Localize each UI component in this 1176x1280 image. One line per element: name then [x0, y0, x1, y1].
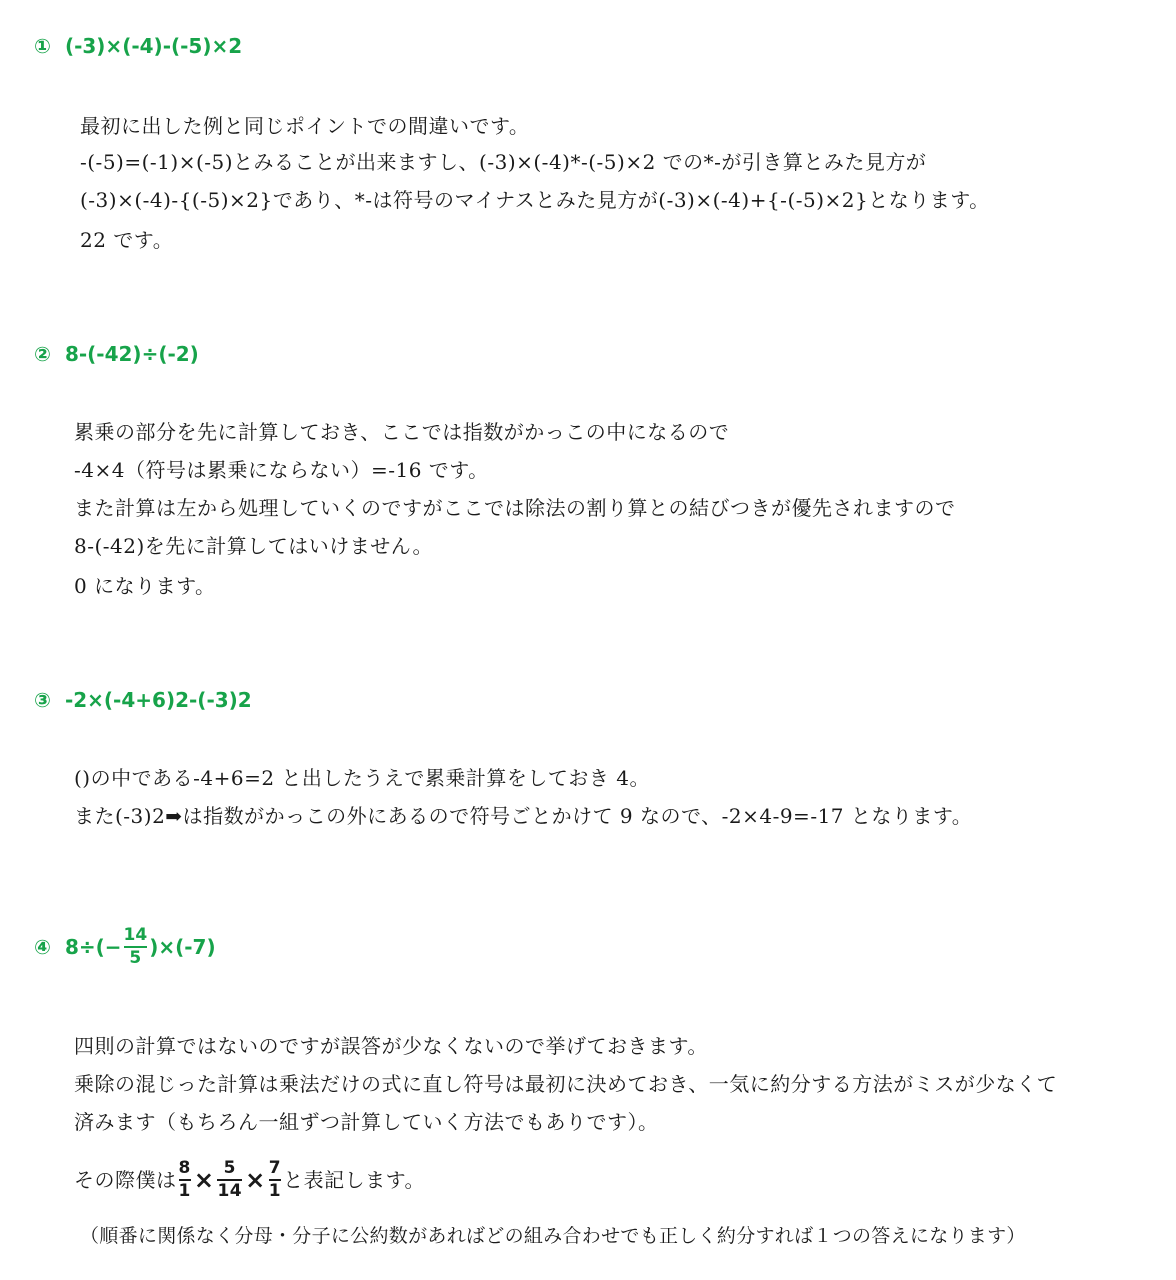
explanation-line: ()の中である-4+6=2 と出したうえで累乗計算をしておき 4。: [74, 766, 650, 790]
problem-expression-prefix: 8÷(−: [64, 935, 122, 959]
fraction-denominator: 14: [217, 1181, 243, 1201]
explanation-line: 最初に出した例と同じポイントでの間違いです。: [80, 114, 530, 138]
note-line: （順番に関係なく分母・分子に公約数があればどの組み合わせでも正しく約分すれば１つの答えになります）: [80, 1225, 1026, 1247]
explanation-line: 0 になります。: [74, 574, 216, 598]
fraction-1: [179, 1159, 191, 1201]
expression-line: [74, 1158, 425, 1202]
problem-heading-2: [34, 342, 199, 366]
fraction-denominator: 5: [129, 948, 142, 968]
problem-number: ①: [34, 34, 51, 58]
problem-expression: (-3)×(-4)-(-5)×2: [64, 34, 243, 58]
explanation-line: 累乗の部分を先に計算しておき、ここでは指数がかっこの中になるので: [74, 420, 730, 444]
fraction-2: [217, 1159, 242, 1201]
problem-heading-4: [34, 926, 216, 968]
expression-suffix: と表記します。: [283, 1168, 425, 1192]
fraction-numerator: 14: [123, 925, 148, 945]
fraction-numerator: 8: [178, 1158, 191, 1178]
explanation-line: また計算は左から処理していくのですがここでは除法の割り算との結びつきが優先されますので: [74, 496, 956, 520]
explanation-line: 済みます（もちろん一組ずつ計算していく方法でもありです）。: [74, 1110, 659, 1134]
problem-heading-3: [34, 688, 252, 712]
expression-prefix: その際僕は: [74, 1168, 177, 1192]
fraction-numerator: 5: [223, 1158, 236, 1178]
explanation-line: -4×4（符号は累乗にならない）=-16 です。: [74, 458, 489, 482]
explanation-line: 8-(-42)を先に計算してはいけません。: [74, 534, 433, 558]
times-operator: ×: [193, 1166, 215, 1194]
fraction-3: [269, 1159, 281, 1201]
problem-number: ③: [34, 688, 51, 712]
problem-expression-suffix: )×(-7): [149, 935, 216, 959]
explanation-line: -(-5)=(-1)×(-5)とみることが出来ますし、(-3)×(-4)*-(-5)×2 での*-が引き算とみた見方が: [80, 150, 927, 174]
fraction-denominator: 1: [268, 1181, 282, 1201]
problem-expression: 8-(-42)÷(-2): [64, 342, 199, 366]
problem-number: ④: [34, 935, 51, 959]
problem-heading-1: [34, 34, 242, 58]
explanation-line: また(-3)2➡は指数がかっこの外にあるので符号ごとかけて 9 なので、-2×4-9=-17 となります。: [74, 804, 973, 828]
explanation-line: (-3)×(-4)-{(-5)×2}であり、*-は符号のマイナスとみた見方が(-3)×(-4)+{-(-5)×2}となります。: [80, 188, 990, 212]
problem-expression: -2×(-4+6)2-(-3)2: [64, 688, 252, 712]
explanation-line: 22 です。: [80, 228, 174, 252]
explanation-line: 乗除の混じった計算は乗法だけの式に直し符号は最初に決めておき、一気に約分する方法がミスが少なくて: [74, 1072, 1058, 1096]
times-operator: ×: [245, 1166, 266, 1194]
explanation-line: 四則の計算ではないのですが誤答が少なくないので挙げておきます。: [74, 1034, 708, 1058]
heading-fraction: [124, 926, 148, 968]
problem-number: ②: [34, 342, 51, 366]
fraction-numerator: 7: [268, 1158, 282, 1178]
fraction-denominator: 1: [178, 1181, 191, 1201]
